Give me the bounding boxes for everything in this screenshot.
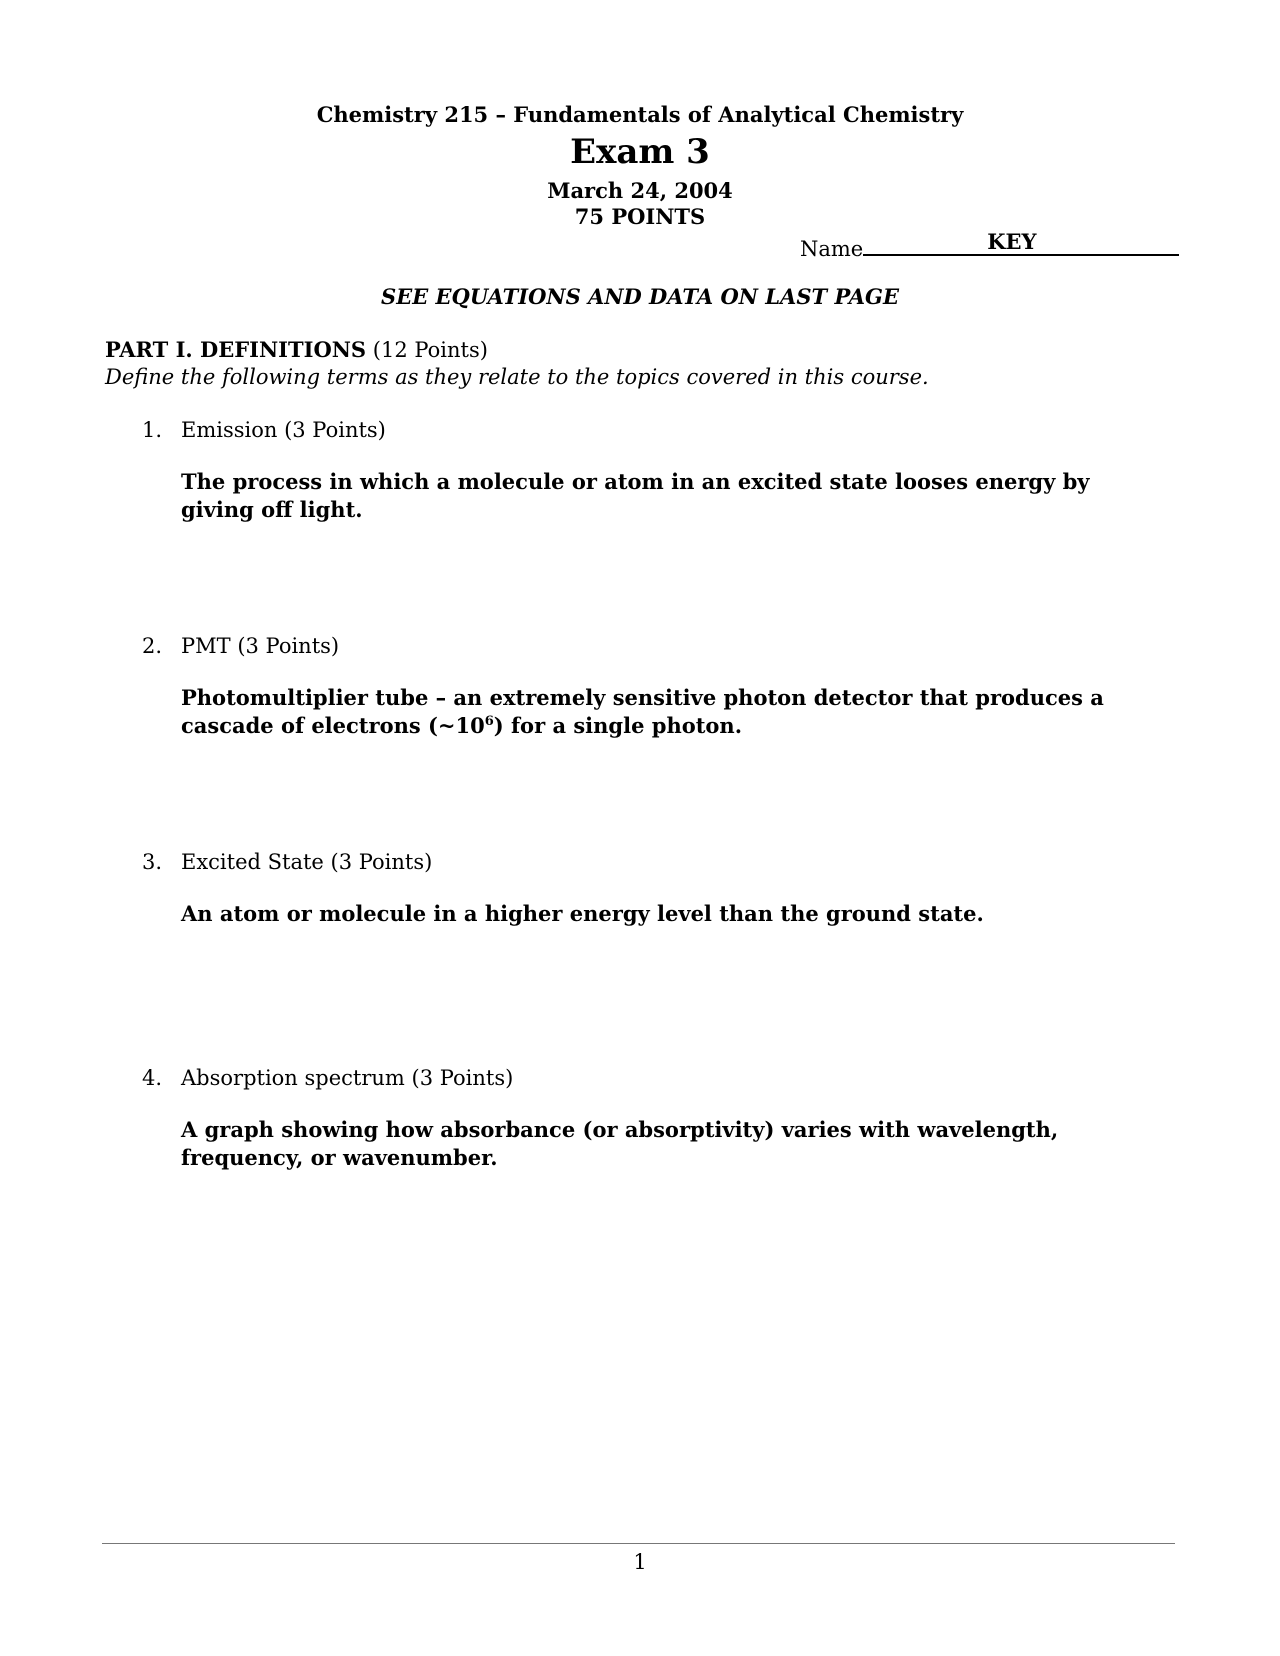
name-label: Name	[800, 237, 864, 261]
page-number: 1	[633, 1550, 647, 1574]
question-4-line	[142, 1066, 1142, 1090]
exam-title: Exam 3	[570, 132, 710, 172]
question-answer	[181, 684, 1141, 740]
part-instructions: Define the following terms as they relate to the topics covered in this course.	[105, 365, 929, 389]
question-term: PMT (3 Points)	[181, 634, 340, 658]
question-1	[142, 418, 1142, 524]
question-term: Emission (3 Points)	[181, 418, 386, 442]
answer-text-after: ) for a single photon.	[493, 713, 743, 738]
question-answer: The process in which a molecule or atom in an excited state looses energy by giving off light.	[181, 469, 1090, 522]
name-value: KEY	[987, 229, 1037, 254]
course-title: Chemistry 215 – Fundamentals of Analytical Chemistry	[316, 102, 964, 127]
question-answer: A graph showing how absorbance (or absorptivity) varies with wavelength, frequency, or wavenumber.	[181, 1117, 1059, 1170]
question-number: 3.	[142, 850, 163, 874]
answer-text-before: Photomultiplier tube – an extremely sensitive photon detector that produces a cascade of electrons (~10	[181, 685, 1104, 738]
name-blank-line	[863, 230, 1179, 256]
question-3-line	[142, 850, 1142, 874]
equations-note: SEE EQUATIONS AND DATA ON LAST PAGE	[381, 284, 899, 309]
part-heading	[105, 337, 488, 362]
question-number: 4.	[142, 1066, 163, 1090]
question-3	[142, 850, 1142, 928]
name-field	[800, 230, 1179, 261]
question-term: Excited State (3 Points)	[181, 850, 433, 874]
question-2	[142, 634, 1142, 740]
question-number: 1.	[142, 418, 163, 442]
question-number: 2.	[142, 634, 163, 658]
question-term: Absorption spectrum (3 Points)	[181, 1066, 514, 1090]
footer-rule	[102, 1543, 1175, 1544]
question-answer: An atom or molecule in a higher energy level than the ground state.	[181, 901, 984, 926]
question-1-line	[142, 418, 1142, 442]
question-4	[142, 1066, 1142, 1172]
question-2-line	[142, 634, 1142, 658]
part-heading-title: PART I. DEFINITIONS	[105, 337, 367, 362]
answer-superscript: 6	[484, 714, 494, 729]
exam-points: 75 POINTS	[574, 204, 706, 229]
exam-date: March 24, 2004	[547, 178, 733, 203]
part-heading-points: (12 Points)	[366, 338, 488, 362]
